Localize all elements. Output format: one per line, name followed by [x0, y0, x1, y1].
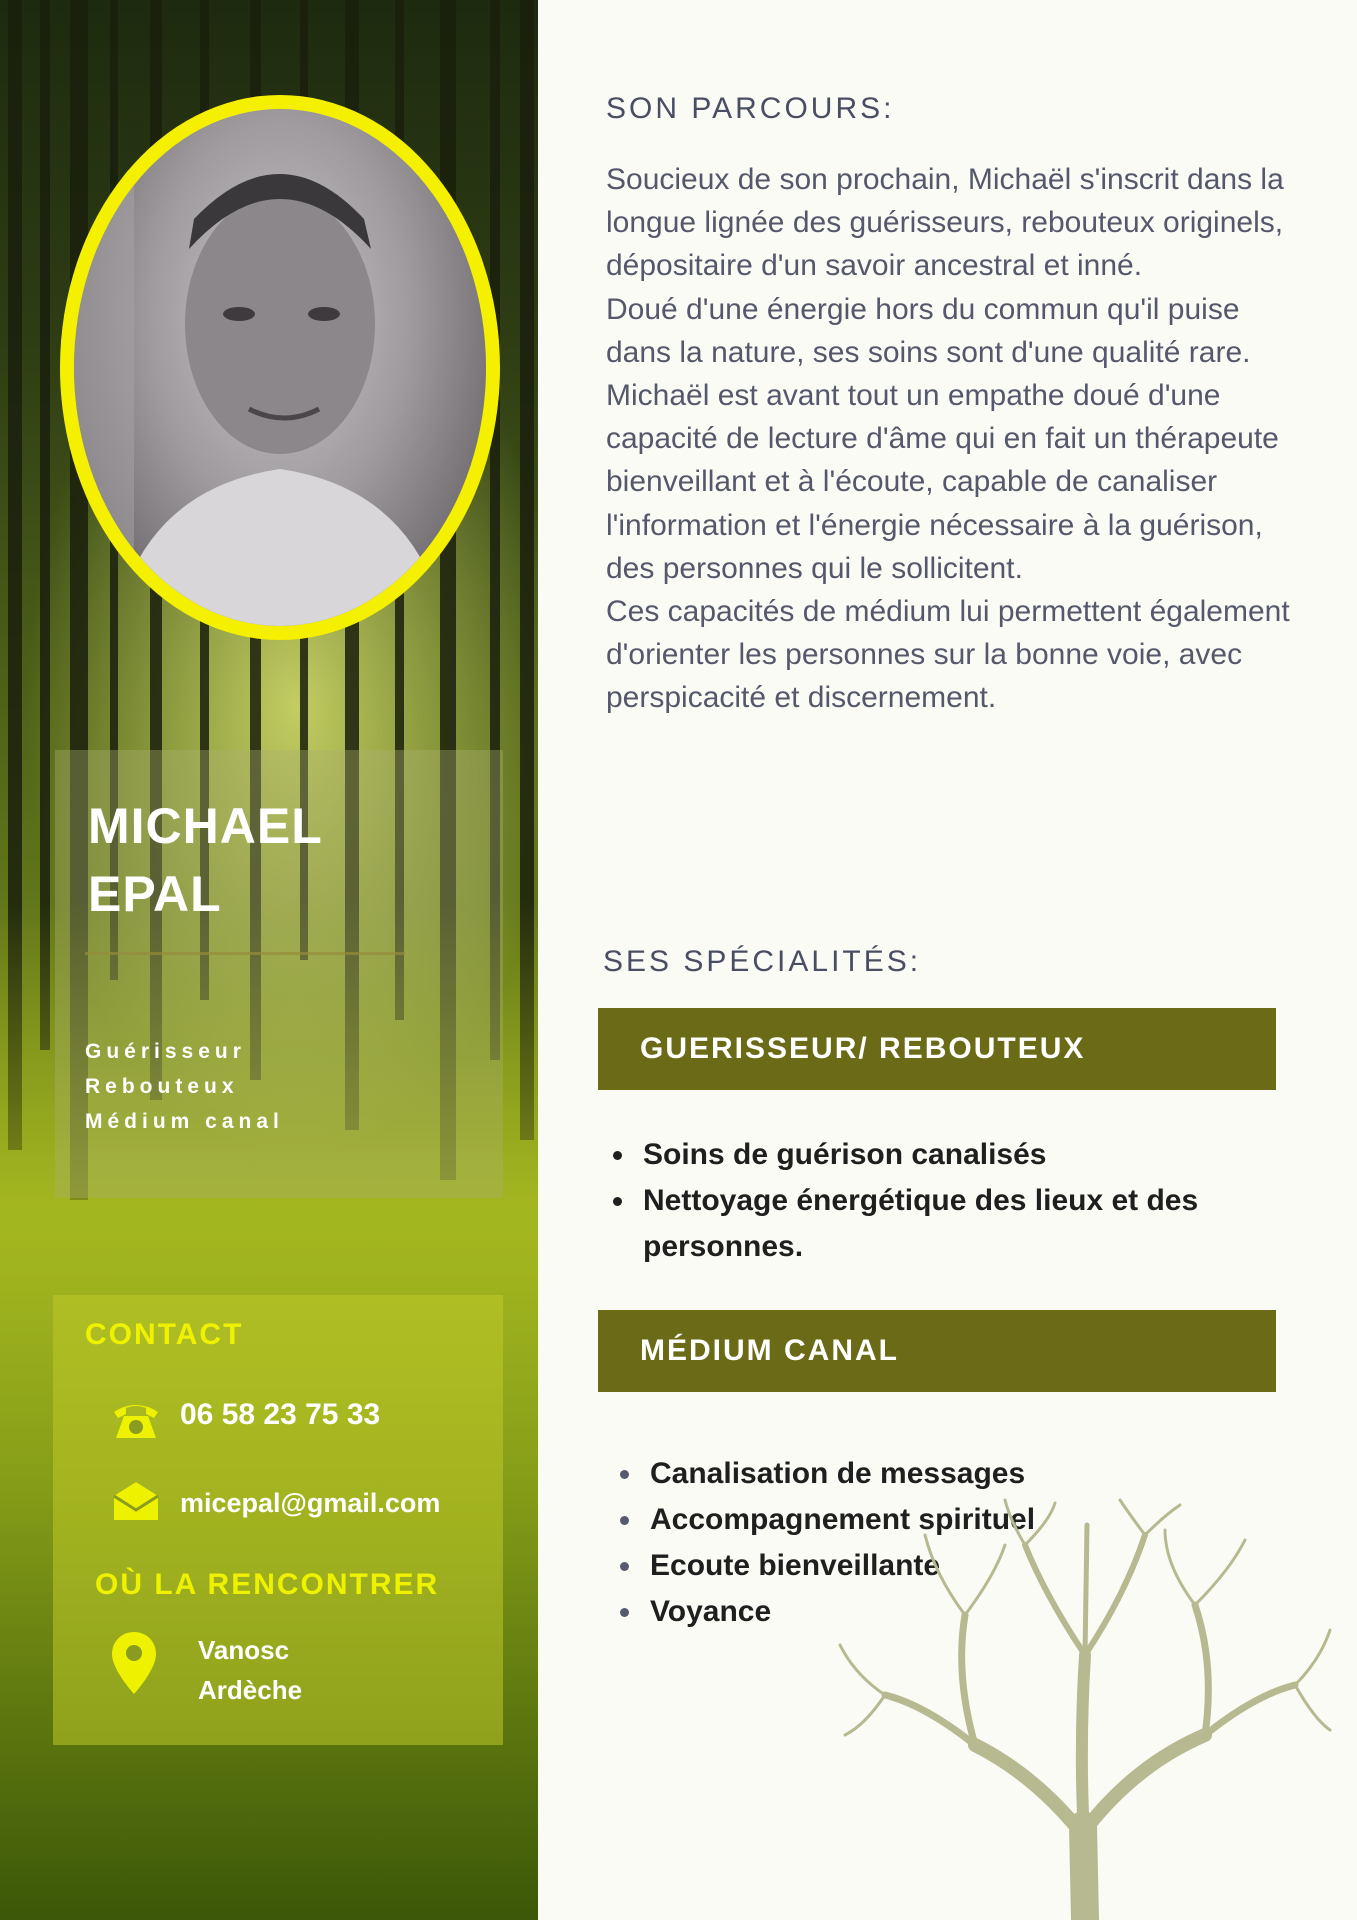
specialites-heading: SES SPÉCIALITÉS: [603, 945, 922, 978]
role-item: Rebouteux [85, 1075, 239, 1098]
bio-paragraph: Doué d'une énergie hors du commun qu'il puise dans la nature, ses soins sont d'une qualité rare. [606, 292, 1251, 369]
email-link[interactable]: micepal@gmail.com [180, 1488, 441, 1518]
name-divider [85, 952, 405, 955]
list-item: Voyance [615, 1589, 1275, 1635]
list-item: Soins de guérison canalisés [608, 1132, 1268, 1178]
list-item: Ecoute bienveillante [615, 1543, 1275, 1589]
role-item: Médium canal [85, 1110, 284, 1133]
person-silhouette [74, 109, 486, 626]
list-item: Canalisation de messages [615, 1451, 1275, 1497]
portrait-photo [74, 109, 486, 626]
contact-title: CONTACT [85, 1318, 244, 1351]
map-pin-icon [110, 1630, 158, 1696]
section-band-guerisseur: GUERISSEUR/ REBOUTEUX [598, 1008, 1276, 1090]
mail-icon [112, 1480, 160, 1522]
tree-illustration [835, 1495, 1335, 1920]
list-item: Accompagnement spirituel [615, 1497, 1275, 1543]
address [198, 1630, 302, 1710]
bio-paragraph: Soucieux de son prochain, Michaël s'inscrit dans la longue lignée des guérisseurs, rebouteux originels, dépositaire d'un savoir ancestral et inné. [606, 163, 1284, 283]
address-region: Ardèche [198, 1675, 303, 1705]
section-band-medium: MÉDIUM CANAL [598, 1310, 1276, 1392]
phone-icon [110, 1398, 162, 1440]
roles-list [85, 1034, 284, 1139]
parcours-text [606, 158, 1306, 720]
bio-paragraph: Ces capacités de médium lui permettent également d'orienter les personnes sur la bonne voie, avec perspicacité et discernement. [606, 595, 1290, 715]
person-name: MICHAEL EPAL [88, 798, 323, 922]
bio-paragraph: Michaël est avant tout un empathe doué d'une capacité de lecture d'âme qui en fait un thérapeute bienveillant et à l'écoute, capable de canaliser l'information et l'énergie nécessaire à la guérison, des personnes qui le sollicitent. [606, 379, 1279, 585]
left-panel [0, 0, 538, 1920]
list-item: Nettoyage énergétique des lieux et des personnes. [608, 1178, 1268, 1270]
role-item: Guérisseur [85, 1040, 246, 1063]
address-city: Vanosc [198, 1635, 290, 1665]
parcours-heading: SON PARCOURS: [606, 92, 895, 125]
phone-number[interactable]: 06 58 23 75 33 [180, 1398, 381, 1431]
guerisseur-list [608, 1132, 1268, 1270]
location-title: OÙ LA RENCONTRER [95, 1568, 440, 1601]
